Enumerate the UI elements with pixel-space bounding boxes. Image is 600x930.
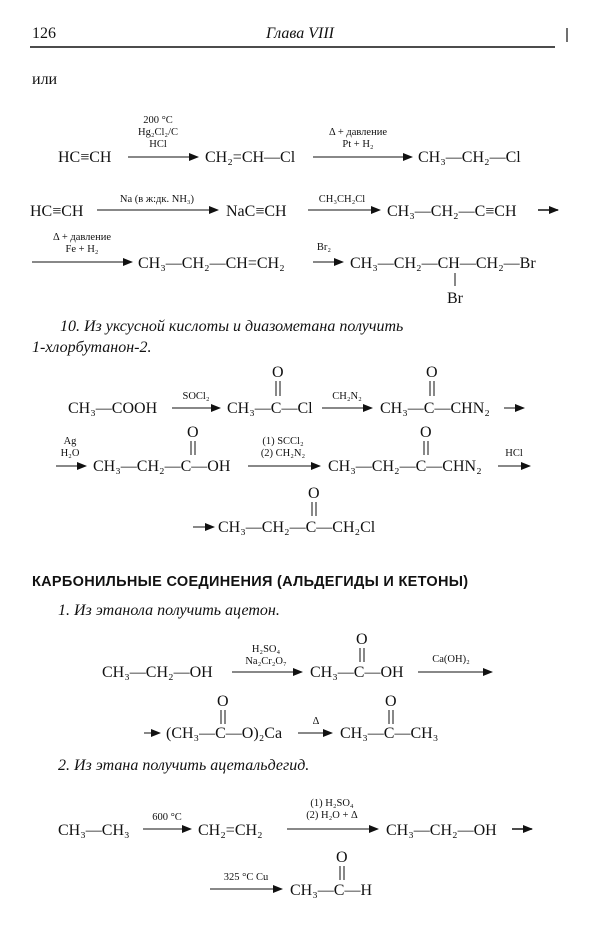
r5-oxygen-2: O bbox=[420, 424, 432, 441]
r9-cond1: 600 °C bbox=[152, 812, 182, 823]
task10-line2: 1-хлорбутанон-2. bbox=[32, 339, 152, 356]
r2-reactant: HC≡CH bbox=[30, 203, 84, 220]
r1-product-1: CH₂=CH—Cl bbox=[205, 149, 296, 166]
task1-text: 1. Из этанола получить ацетон. bbox=[58, 602, 280, 619]
reaction-9 bbox=[58, 798, 532, 839]
r5-cond1-bot: H₂O bbox=[60, 448, 80, 459]
r5-cond1-top: Ag bbox=[63, 436, 77, 447]
r4-cond2: CH₂N₂ bbox=[332, 391, 362, 402]
reaction-8 bbox=[144, 693, 438, 742]
reaction-3 bbox=[32, 232, 536, 307]
r5-cond3: HCl bbox=[505, 448, 523, 459]
r3-cond-top: Δ + давление bbox=[53, 232, 111, 243]
r4-oxygen-2: O bbox=[426, 364, 438, 381]
r5-cond2-bot: (2) CH₂N₂ bbox=[260, 448, 306, 459]
reaction-1 bbox=[58, 115, 521, 166]
r8-product-1: (CH₃—C—O)₂Ca bbox=[166, 725, 283, 742]
task10-line1: 10. Из уксусной кислоты и диазометана получить bbox=[60, 318, 404, 335]
r1-cond1-mid: Hg₂Cl₂/C bbox=[138, 127, 178, 138]
r1-cond2-bot: Pt + H₂ bbox=[342, 139, 374, 150]
r10-product: CH₃—C—H bbox=[290, 882, 373, 899]
r2-cond1: Na (в ж:дк. NH₃) bbox=[119, 194, 195, 205]
reaction-5 bbox=[56, 424, 530, 475]
r10-cond1: 325 °C Cu bbox=[223, 872, 269, 883]
r6-product: CH₃—CH₂—C—CH₂Cl bbox=[218, 519, 376, 536]
connector-or: или bbox=[32, 71, 58, 88]
r9-reactant: CH₃—CH₃ bbox=[58, 822, 130, 839]
r10-oxygen: O bbox=[336, 849, 348, 866]
r3-substituent: Br bbox=[447, 290, 463, 307]
r4-product-2: CH₃—C—CHN₂ bbox=[380, 400, 490, 417]
r7-cond2: Ca(OH)₂ bbox=[432, 654, 470, 665]
r6-oxygen: O bbox=[308, 485, 320, 502]
r7-product-1: CH₃—C—OH bbox=[310, 664, 404, 681]
r2-product-2: CH₃—CH₂—C≡CH bbox=[387, 203, 517, 220]
r9-cond2-bot: (2) H₂O + Δ bbox=[306, 810, 358, 821]
task2-text: 2. Из этана получить ацетальдегид. bbox=[58, 757, 310, 774]
r4-reactant: CH₃—COOH bbox=[68, 400, 158, 417]
r5-product-2: CH₃—CH₂—C—CHN₂ bbox=[328, 458, 482, 475]
r8-oxygen-2: O bbox=[385, 693, 397, 710]
r3-cond-bot: Fe + H₂ bbox=[65, 244, 99, 255]
r3-product-1: CH₃—CH₂—CH=CH₂ bbox=[138, 255, 285, 272]
r5-product-1: CH₃—CH₂—C—OH bbox=[93, 458, 231, 475]
reaction-7 bbox=[102, 631, 492, 681]
r4-cond1: SOCl₂ bbox=[182, 391, 210, 402]
reaction-6 bbox=[193, 485, 376, 536]
r1-product-2: CH₃—CH₂—Cl bbox=[418, 149, 521, 166]
r2-cond2: CH₃CH₂Cl bbox=[318, 194, 366, 205]
r9-cond2-top: (1) H₂SO₄ bbox=[310, 798, 354, 809]
reaction-4 bbox=[68, 364, 524, 417]
r7-cond1-top: H₂SO₄ bbox=[251, 644, 281, 655]
r7-reactant: CH₃—CH₂—OH bbox=[102, 664, 213, 681]
r9-product-1: CH₂=CH₂ bbox=[198, 822, 263, 839]
r9-product-2: CH₃—CH₂—OH bbox=[386, 822, 497, 839]
r1-cond1-top: 200 °C bbox=[143, 115, 173, 126]
reaction-10 bbox=[210, 849, 372, 899]
chapter-title: Глава VIII bbox=[265, 25, 335, 42]
r2-product-1: NaC≡CH bbox=[226, 203, 287, 220]
r8-oxygen-1: O bbox=[217, 693, 229, 710]
r7-oxygen: O bbox=[356, 631, 368, 648]
r1-reactant: HC≡CH bbox=[58, 149, 112, 166]
r4-product-1: CH₃—C—Cl bbox=[227, 400, 313, 417]
r8-product-2: CH₃—C—CH₃ bbox=[340, 725, 439, 742]
r1-cond1-bot: HCl bbox=[149, 139, 167, 150]
reaction-2 bbox=[30, 194, 558, 220]
r4-oxygen-1: O bbox=[272, 364, 284, 381]
r3-product-2: CH₃—CH₂—CH—CH₂—Br bbox=[350, 255, 536, 272]
r1-cond2-top: Δ + давление bbox=[329, 127, 387, 138]
page-number: 126 bbox=[32, 25, 56, 42]
r5-cond2-top: (1) SCCl₂ bbox=[262, 436, 304, 447]
section-heading: КАРБОНИЛЬНЫЕ СОЕДИНЕНИЯ (АЛЬДЕГИДЫ И КЕТОНЫ) bbox=[32, 574, 469, 590]
r8-cond1: Δ bbox=[312, 716, 320, 727]
r7-cond1-bot: Na₂Cr₂O₇ bbox=[245, 656, 287, 667]
r3-cond2: Br₂ bbox=[316, 242, 332, 253]
r5-oxygen-1: O bbox=[187, 424, 199, 441]
